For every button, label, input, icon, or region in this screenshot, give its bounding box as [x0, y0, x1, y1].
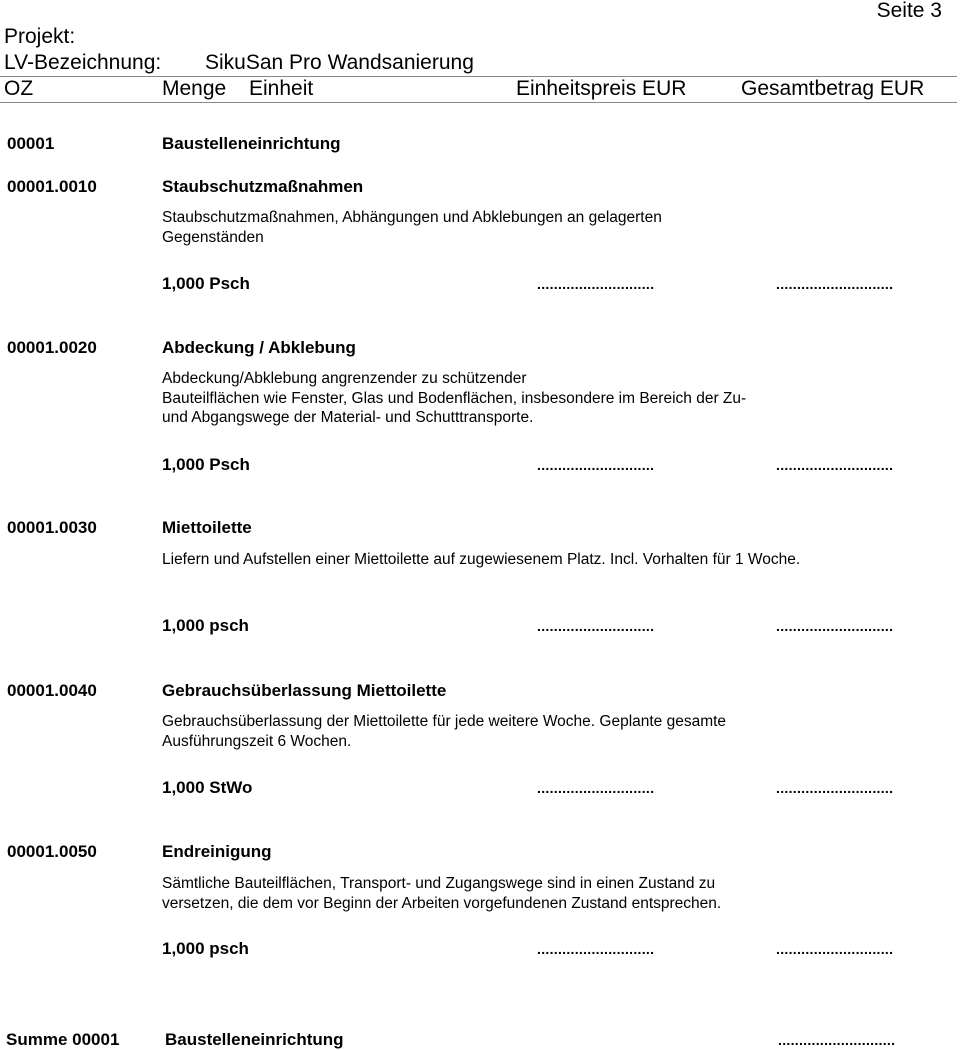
position-oz: 00001.0030 — [7, 518, 97, 537]
unit-price-field: ............................ — [537, 941, 655, 957]
total-field: ............................ — [776, 780, 894, 796]
position-description-line: Abdeckung/Abklebung angrenzender zu schützender — [162, 370, 527, 387]
position-quantity: 1,000 psch — [162, 939, 249, 958]
position-description: Sämtliche Bauteilflächen, Transport- und Zugangswege sind in einen Zustand zu versetzen, die dem vor Beginn der Arbeiten vorgefundenen Zustand entsprechen. — [162, 875, 722, 912]
position-oz: 00001.0020 — [7, 338, 97, 357]
lv-value: SikuSan Pro Wandsanierung — [205, 51, 474, 74]
position-quantity: 1,000 psch — [162, 616, 249, 635]
total-field: ............................ — [776, 618, 894, 634]
project-label: Projekt: — [4, 25, 76, 48]
total-field: ............................ — [776, 276, 894, 292]
position-description: Gebrauchsüberlassung der Miettoilette für jede weitere Woche. Geplante gesamte Ausführungszeit 6 Wochen. — [162, 713, 727, 750]
column-header-einheit: Einheit — [249, 77, 314, 100]
column-header-menge: Menge — [162, 77, 227, 100]
unit-price-field: ............................ — [537, 276, 655, 292]
column-header-gesamtbetrag: Gesamtbetrag EUR — [741, 77, 925, 100]
position-oz: 00001.0010 — [7, 177, 97, 196]
position-title: Gebrauchsüberlassung Miettoilette — [162, 681, 447, 700]
position-title: Abdeckung / Abklebung — [162, 338, 356, 357]
position-quantity: 1,000 StWo — [162, 778, 253, 797]
position-title: Miettoilette — [162, 518, 252, 537]
sum-title: Baustelleneinrichtung — [165, 1030, 344, 1049]
column-header-oz: OZ — [4, 77, 34, 100]
total-field: ............................ — [776, 941, 894, 957]
unit-price-field: ............................ — [537, 457, 655, 473]
position-description: Liefern und Aufstellen einer Miettoilette auf zugewiesenem Platz. Incl. Vorhalten für 1 Woche. — [162, 551, 801, 568]
total-field: ............................ — [776, 457, 894, 473]
column-header-einheitspreis: Einheitspreis EUR — [516, 77, 687, 100]
sum-total-field: ............................ — [778, 1032, 896, 1048]
lv-label: LV-Bezeichnung: — [4, 51, 162, 74]
group-oz: 00001 — [7, 134, 55, 153]
position-description-line: Bauteilflächen wie Fenster, Glas und Bodenflächen, insbesondere im Bereich der Zu- — [162, 390, 747, 407]
position-title: Staubschutzmaßnahmen — [162, 177, 364, 196]
unit-price-field: ............................ — [537, 618, 655, 634]
position-description: Staubschutzmaßnahmen, Abhängungen und Abklebungen an gelagerten Gegenständen — [162, 209, 662, 246]
unit-price-field: ............................ — [537, 780, 655, 796]
position-title: Endreinigung — [162, 842, 272, 861]
position-description-line: und Abgangswege der Material- und Schutttransporte. — [162, 409, 534, 426]
position-quantity: 1,000 Psch — [162, 455, 250, 474]
sum-label: Summe 00001 — [6, 1030, 120, 1049]
group-title: Baustelleneinrichtung — [162, 134, 341, 153]
page-number: Seite 3 — [876, 0, 942, 22]
position-oz: 00001.0050 — [7, 842, 97, 861]
position-oz: 00001.0040 — [7, 681, 97, 700]
header-divider-bottom — [0, 102, 957, 103]
position-quantity: 1,000 Psch — [162, 274, 250, 293]
